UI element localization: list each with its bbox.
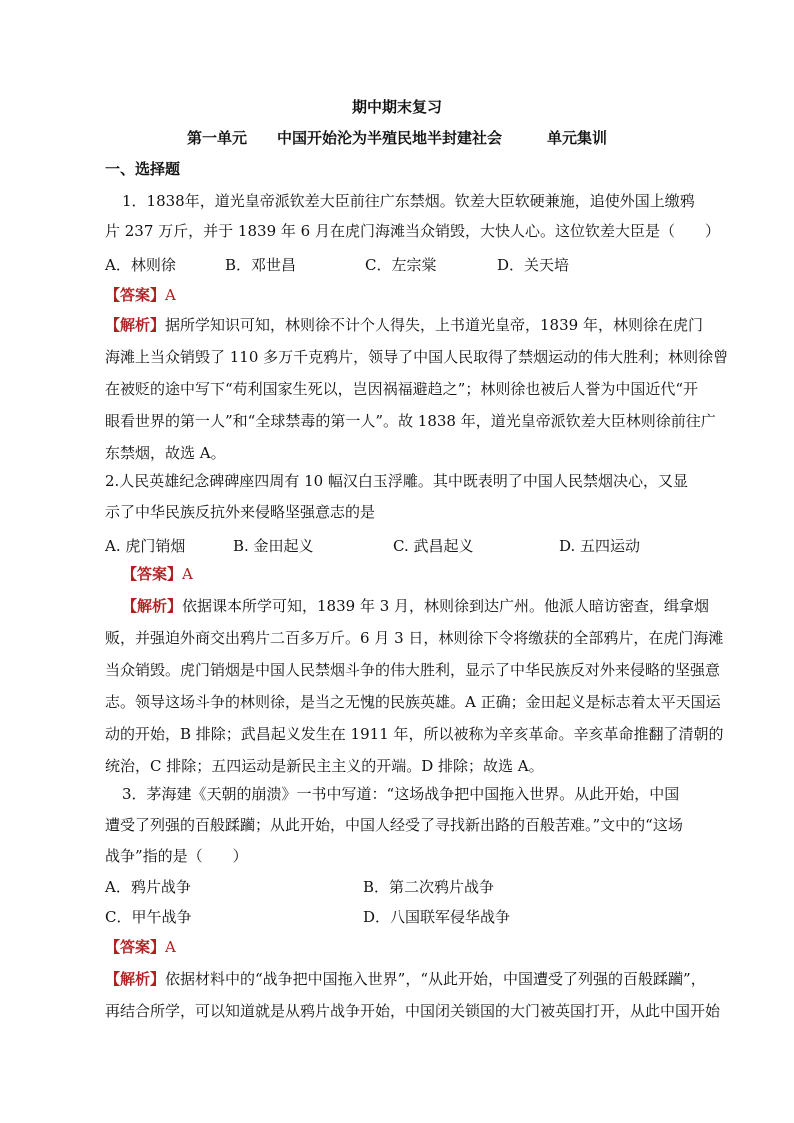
question-2-option-c: C. 武昌起义 — [393, 537, 474, 555]
question-3-answer: 【答案】A — [105, 938, 176, 956]
question-3-analysis-line-2: 再结合所学，可以知道就是从鸦片战争开始，中国闭关锁国的大门被英国打开，从此中国开始 — [105, 1002, 721, 1020]
question-2-option-d: D. 五四运动 — [559, 537, 641, 555]
question-3-options-row-1 — [105, 876, 705, 898]
question-2-analysis-line-1: 【解析】依据课本所学可知，1839 年 3 月，林则徐到达广州。他派人暗访密查，缉拿烟 — [122, 597, 710, 615]
question-3-option-d: D．八国联军侵华战争 — [363, 908, 511, 926]
section-title: 一、选择题 — [105, 160, 181, 178]
question-2-analysis-line-5: 动的开始，B 排除；武昌起义发生在 1911 年，所以被称为辛亥革命。辛亥革命推翻了清朝的 — [105, 725, 724, 743]
question-1-answer — [105, 280, 176, 310]
question-1-option-a: A．林则徐 — [105, 256, 176, 274]
question-3-option-c: C．甲午战争 — [105, 908, 192, 926]
question-1-analysis-line-4: 眼看世界的第一人”和“全球禁毒的第一人”。故 1838 年，道光皇帝派钦差大臣林则徐前往广 — [105, 412, 716, 430]
question-1-line-2: 片 237 万斤，并于 1839 年 6 月在虎门海滩当众销毁，大快人心。这位钦差大臣是（ ） — [105, 222, 720, 240]
question-1-line-1: 1．1838年，道光皇帝派钦差大臣前往广东禁烟。钦差大臣软硬兼施，追使外国上缴鸦 — [122, 192, 695, 210]
question-2-option-a: A. 虎门销烟 — [105, 537, 186, 555]
question-3-options-row-2 — [105, 906, 705, 928]
question-2-options — [105, 535, 705, 557]
question-1-analysis-line-3: 在被贬的途中写下“苟利国家生死以，岂因祸福避趋之”；林则徐也被后人誉为中国近代“开 — [105, 380, 699, 398]
question-3-line-2: 遭受了列强的百般蹂躏；从此开始，中国人经受了寻找新出路的百般苦难。”文中的“这场 — [105, 816, 683, 834]
question-3-option-a: A．鸦片战争 — [105, 878, 191, 896]
question-1-option-b: B．邓世昌 — [225, 256, 297, 274]
question-2-analysis-line-6: 统治，C 排除；五四运动是新民主主义的开端。D 排除；故选 A。 — [105, 757, 544, 775]
question-2-answer: 【答案】A — [122, 565, 193, 583]
question-2-analysis-line-3: 当众销毁。虎门销烟是中国人民禁烟斗争的伟大胜利，显示了中华民族反对外来侵略的坚强意 — [105, 661, 721, 679]
question-2-line-2: 示了中华民族反抗外来侵略坚强意志的是 — [105, 503, 376, 521]
question-2-option-b: B. 金田起义 — [233, 537, 314, 555]
question-3-line-1: 3．茅海建《天朝的崩溃》一书中写道：“这场战争把中国拖入世界。从此开始，中国 — [122, 785, 680, 803]
question-1-option-d: D．关天培 — [497, 256, 570, 274]
question-2-analysis-line-4: 志。领导这场斗争的林则徐，是当之无愧的民族英雄。A 正确；金田起义是标志着太平天国运 — [105, 693, 721, 711]
question-2-line-1: 2.人民英雄纪念碑碑座四周有 10 幅汉白玉浮雕。其中既表明了中国人民禁烟决心，又显 — [105, 472, 688, 490]
question-1-analysis-line-5: 东禁烟，故选 A。 — [105, 444, 226, 462]
question-3-option-b: B．第二次鸦片战争 — [363, 878, 495, 896]
question-3-line-3: 战争”指的是（ ） — [105, 847, 248, 865]
question-3-analysis-line-1: 【解析】依据材料中的“战争把中国拖入世界”，“从此开始，中国遭受了列强的百般蹂躏”， — [105, 970, 706, 988]
answer-label: 【答案】 — [105, 286, 166, 304]
page-title: 期中期末复习 — [351, 98, 442, 116]
answer-value: A — [165, 286, 176, 304]
question-2-analysis-line-2: 贩，并强迫外商交出鸦片二百多万斤。6 月 3 日，林则徐下令将缴获的全部鸦片，在虎门海滩 — [105, 629, 724, 647]
question-1-analysis-line-2: 海滩上当众销毁了 110 多万千克鸦片，领导了中国人民取得了禁烟运动的伟大胜利；林则徐曾 — [105, 348, 729, 366]
unit-subtitle: 第一单元 中国开始沦为半殖民地半封建社会 单元集训 — [186, 129, 607, 147]
question-1-options — [105, 254, 705, 276]
analysis-label: 【解析】 — [105, 316, 166, 334]
question-1-option-c: C．左宗棠 — [365, 256, 437, 274]
question-1-analysis-line-1: 【解析】据所学知识可知，林则徐不计个人得失，上书道光皇帝，1839 年，林则徐在虎门 — [105, 316, 703, 334]
